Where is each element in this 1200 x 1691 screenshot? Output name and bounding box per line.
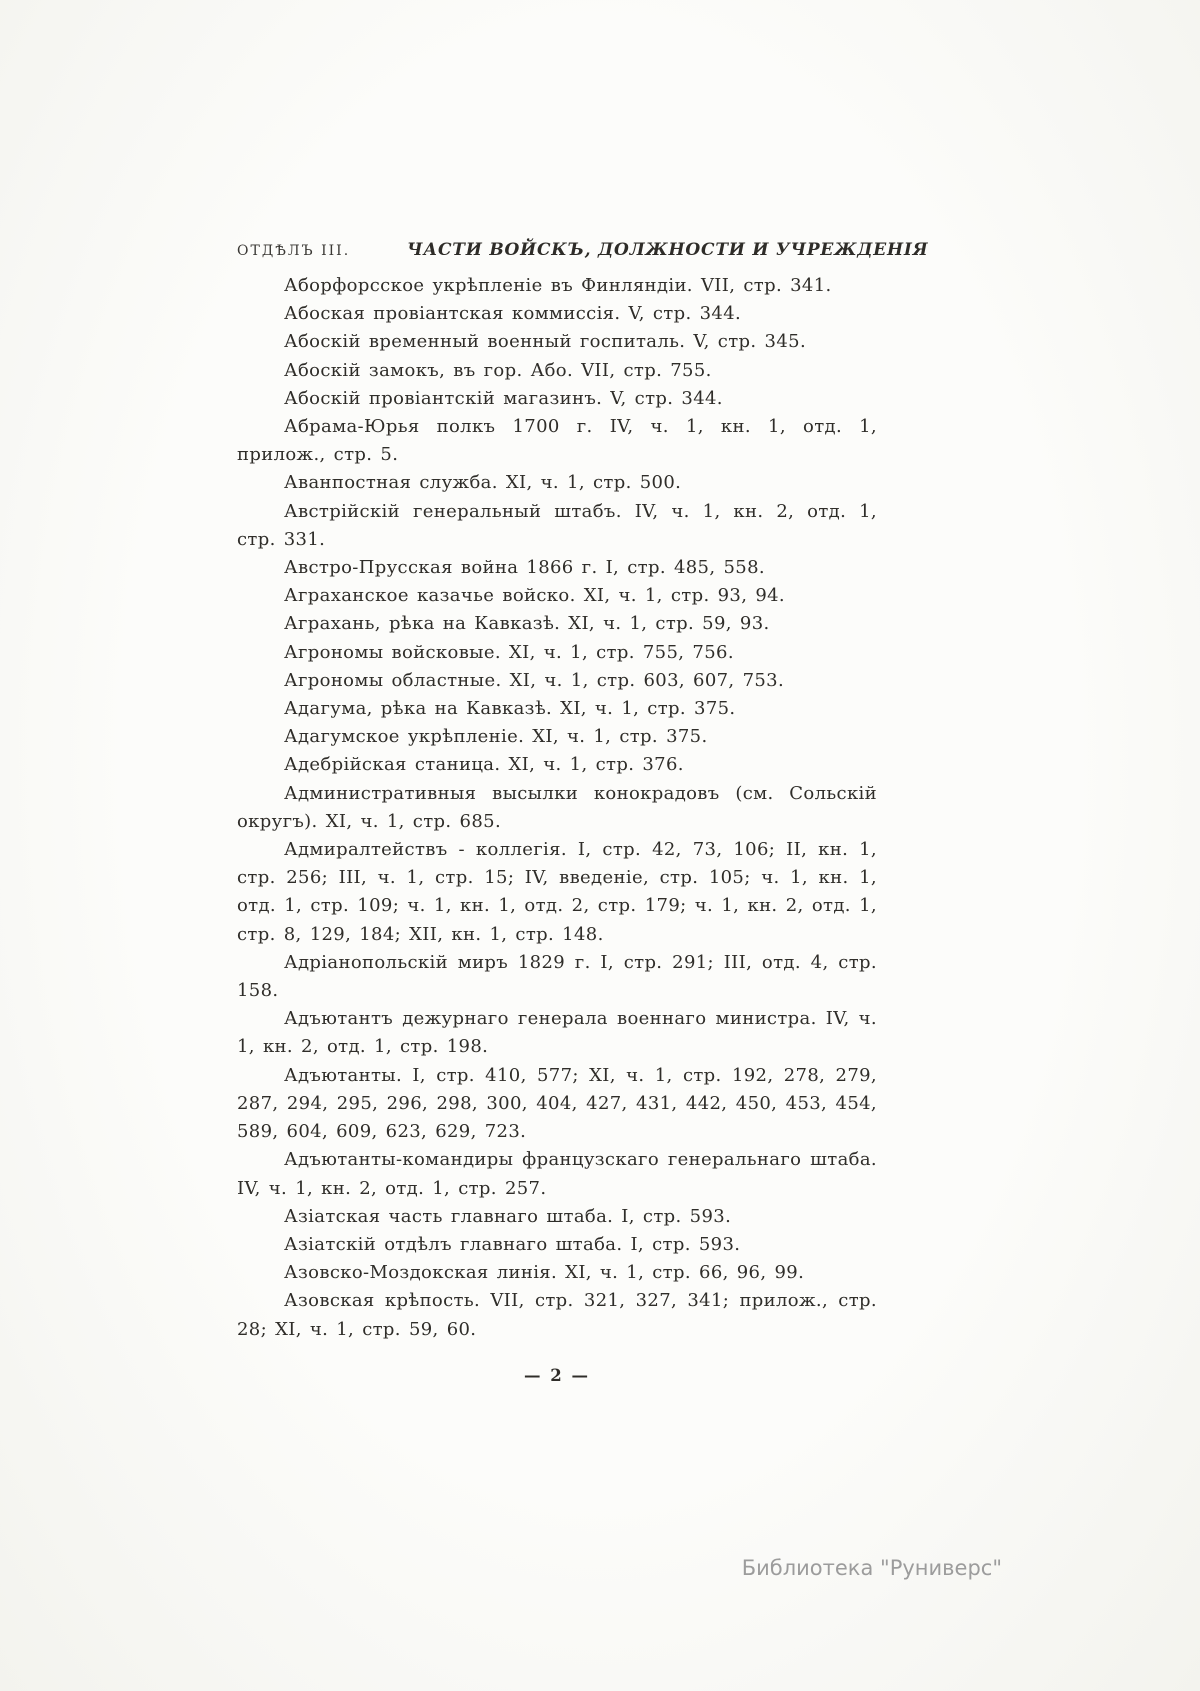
index-entry: Адагумское укрѣпленіе. XI, ч. 1, стр. 375. bbox=[284, 726, 708, 748]
index-entry: Адебрійская станица. XI, ч. 1, стр. 376. bbox=[284, 754, 684, 776]
index-entry: Аборфорсское укрѣпленіе въ Финляндіи. VII, стр. 341. bbox=[284, 275, 832, 296]
index-entry: Австро-Прусская война 1866 г. I, стр. 485, 558. bbox=[284, 557, 765, 579]
index-entry: Азовско-Моздокская линія. XI, ч. 1, стр. 66, 96, 99. bbox=[284, 1262, 805, 1284]
index-entry: Азіатскій отдѣлъ главнаго штаба. I, стр. 593. bbox=[284, 1233, 741, 1255]
index-entry: Азовская крѣпость. VII, стр. 321, 327, 341; прилож., стр. 28; XI, ч. 1, стр. 59, 60. bbox=[237, 1290, 877, 1340]
index-entry: Аграхань, рѣка на Кавказѣ. XI, ч. 1, стр. 59, 93. bbox=[284, 613, 770, 635]
page-content bbox=[237, 240, 929, 1385]
index-entry: Адмиралтействъ - коллегія. I, стр. 42, 73, 106; II, кн. 1, стр. 256; III, ч. 1, стр. 15; IV, введеніе, стр. 105; ч. 1, кн. 1, отд. 1, стр. 109; ч. 1, кн. 1, отд. 2, стр. 179; ч. 1, кн. 2, отд. 1, стр. 8, 129, 184; XII, кн. 1, стр. 148. bbox=[237, 839, 877, 945]
section-label: ОТДѢЛЪ III. bbox=[237, 243, 351, 259]
index-entry: Азіатская часть главнаго штаба. I, стр. 593. bbox=[284, 1205, 732, 1227]
index-entry: Адагума, рѣка на Кавказѣ. XI, ч. 1, стр. 375. bbox=[284, 698, 736, 720]
index-entry: Аванпостная служба. XI, ч. 1, стр. 500. bbox=[284, 472, 682, 494]
index-entry: Аграханское казачье войско. XI, ч. 1, стр. 93, 94. bbox=[284, 585, 786, 607]
page-number: — 2 — bbox=[524, 1365, 590, 1385]
index-entries bbox=[237, 272, 877, 1344]
library-watermark: Библиотека "Руниверс" bbox=[741, 1556, 1002, 1580]
index-entry: Абрама-Юрья полкъ 1700 г. IV, ч. 1, кн. 1, отд. 1, прилож., стр. 5. bbox=[237, 416, 877, 466]
index-entry: Адъютантъ дежурнаго генерала военнаго министра. IV, ч. 1, кн. 2, отд. 1, стр. 198. bbox=[237, 1008, 877, 1058]
index-entry: Административныя высылки конокрадовъ (см. Сольскій округъ). XI, ч. 1, стр. 685. bbox=[237, 782, 877, 832]
index-entry: Агрономы войсковые. XI, ч. 1, стр. 755, 756. bbox=[284, 641, 734, 663]
index-entry: Австрійскій генеральный штабъ. IV, ч. 1, кн. 2, отд. 1, стр. 331. bbox=[237, 500, 877, 550]
index-entry: Агрономы областные. XI, ч. 1, стр. 603, 607, 753. bbox=[284, 669, 785, 691]
index-entry: Абоская провіантская коммиссія. V, стр. 344. bbox=[284, 303, 742, 325]
page-title: ЧАСТИ ВОЙСКЪ, ДОЛЖНОСТИ И УЧРЕЖДЕНІЯ bbox=[407, 240, 929, 260]
index-entry: Адріанопольскій миръ 1829 г. I, стр. 291; III, отд. 4, стр. 158. bbox=[237, 951, 877, 1002]
page-header bbox=[237, 240, 929, 260]
index-entry: Адъютанты-командиры французскаго генеральнаго штаба. IV, ч. 1, кн. 2, отд. 1, стр. 257. bbox=[237, 1149, 877, 1199]
index-entry: Адъютанты. I, стр. 410, 577; XI, ч. 1, стр. 192, 278, 279, 287, 294, 295, 296, 298, 300, 404, 427, 431, 442, 450, 453, 454, 589, 604, 609, 623, 629, 723. bbox=[237, 1064, 877, 1143]
index-entry: Абоскій замокъ, въ гор. Або. VII, стр. 755. bbox=[284, 359, 712, 381]
index-entry: Абоскій провіантскій магазинъ. V, стр. 344. bbox=[284, 387, 723, 409]
index-entry: Абоскій временный военный госпиталь. V, стр. 345. bbox=[284, 331, 807, 353]
